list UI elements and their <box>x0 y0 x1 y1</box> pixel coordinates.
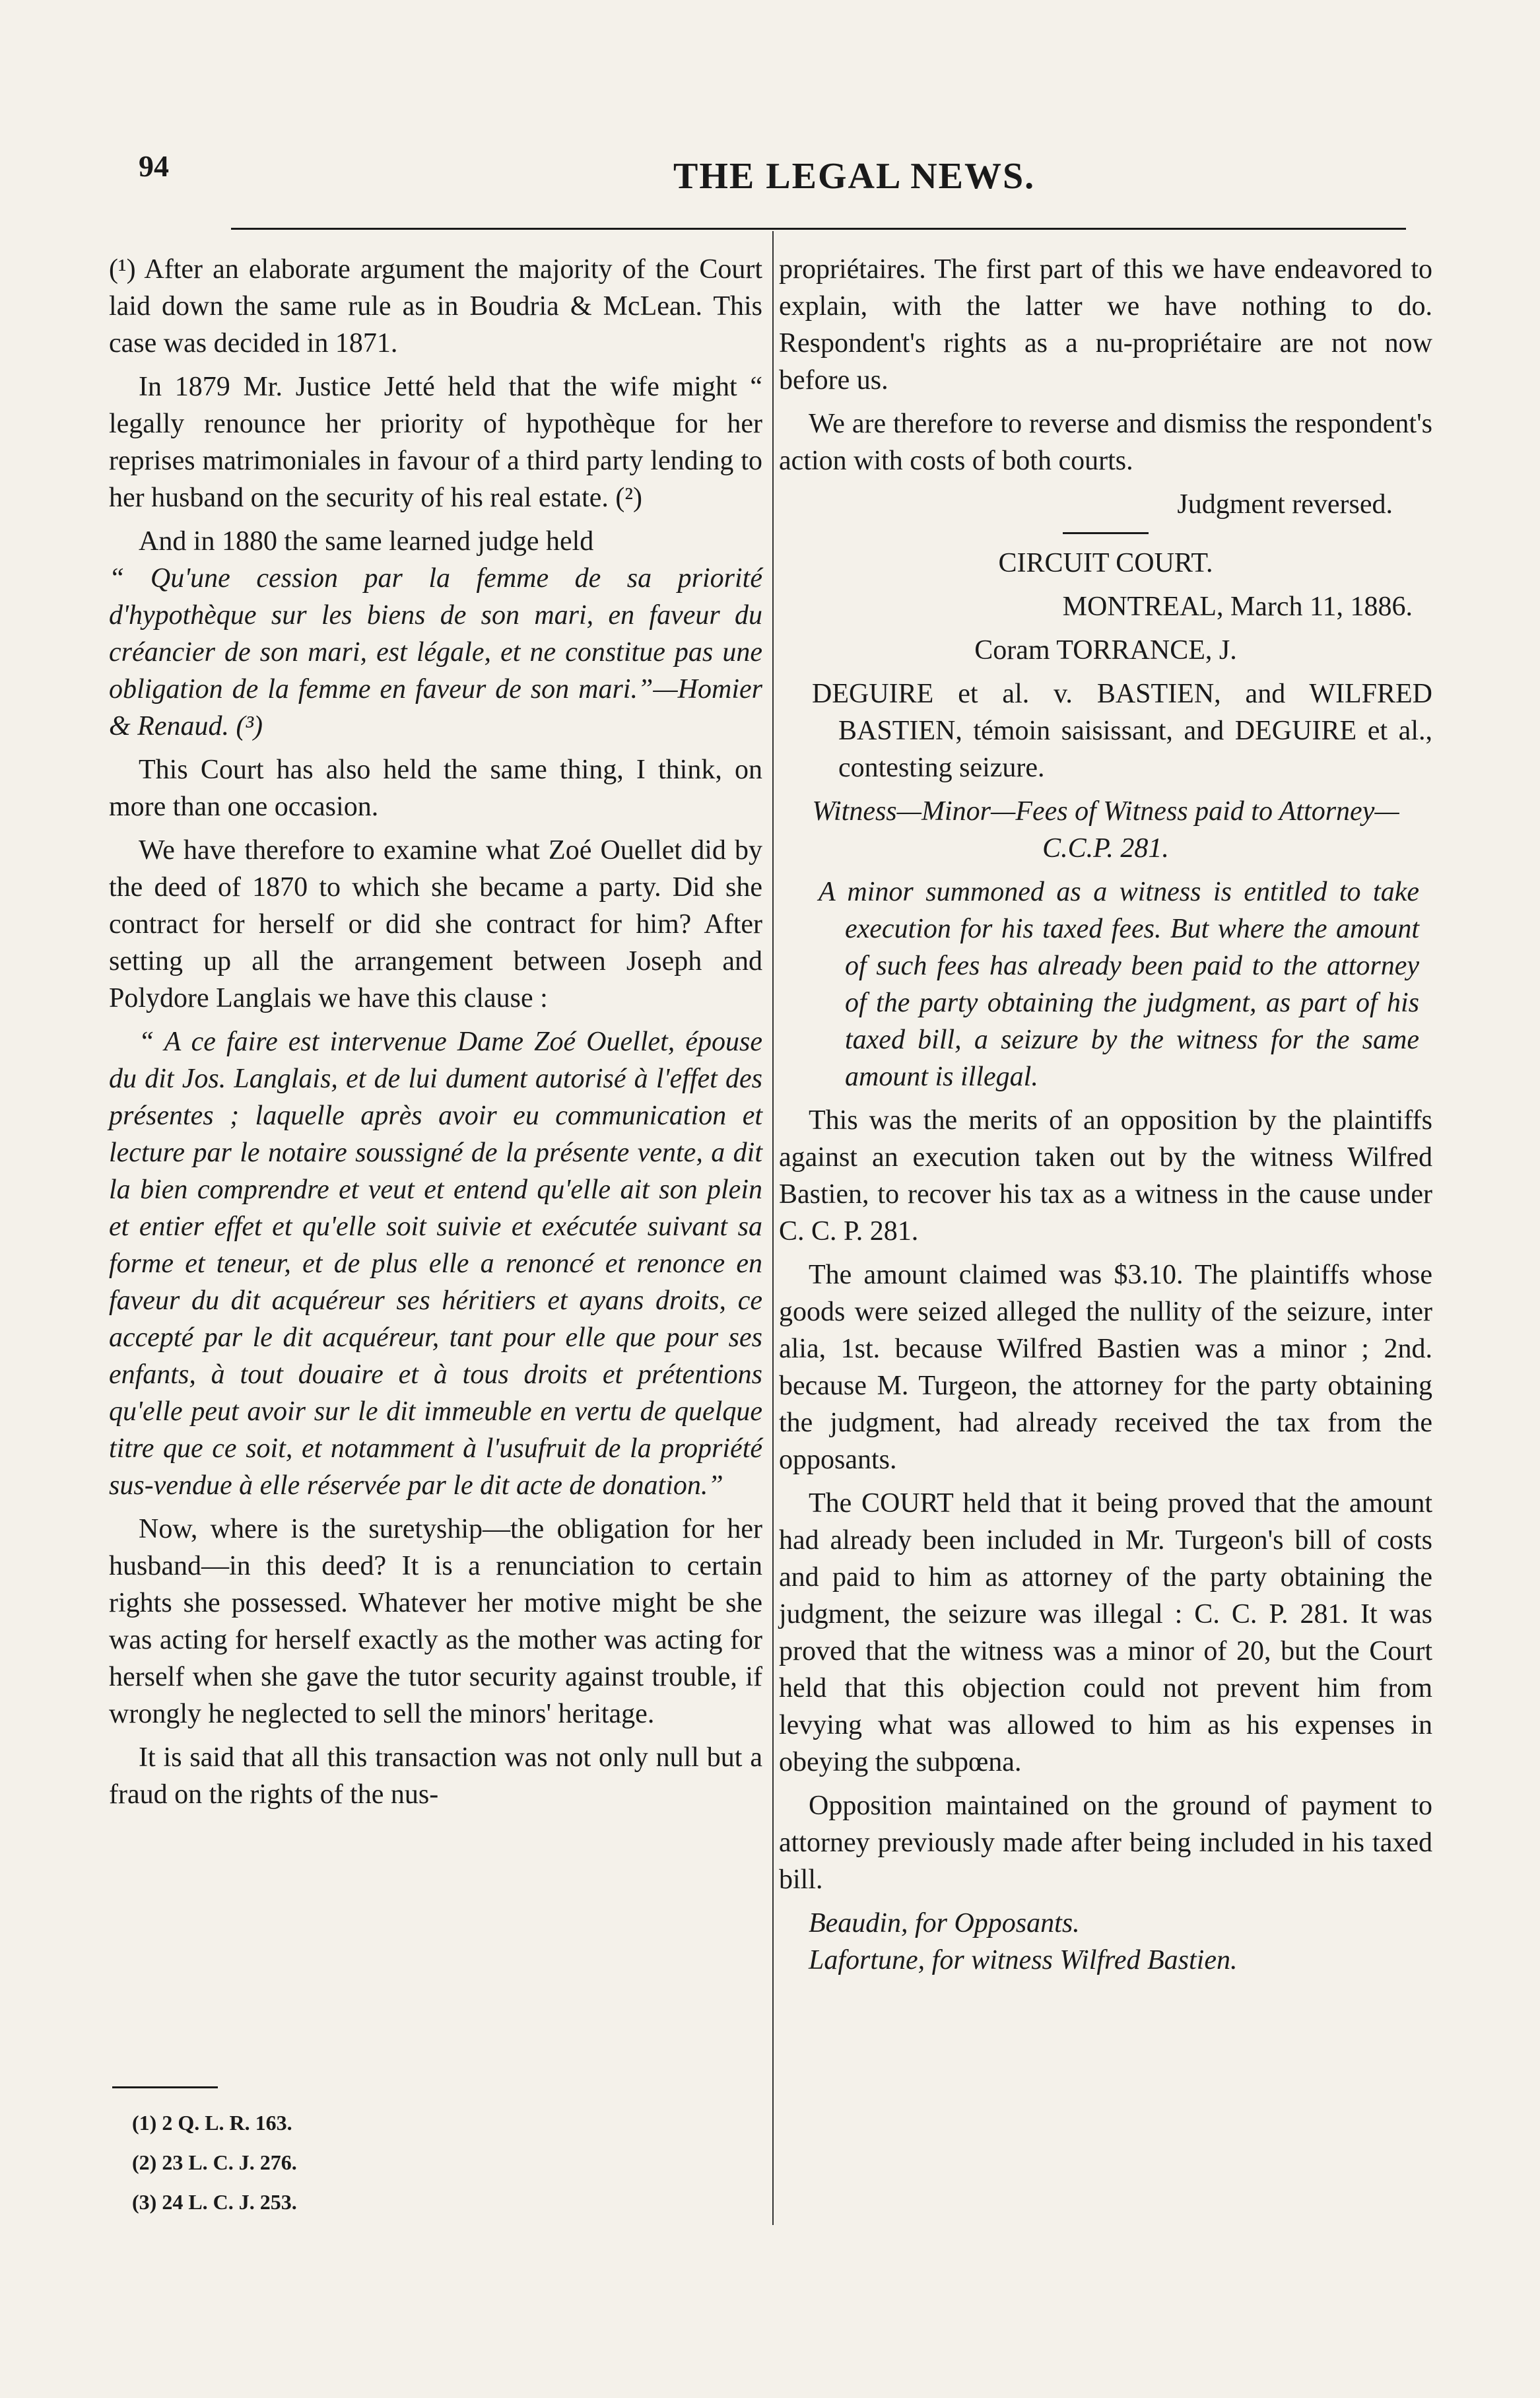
paragraph: (¹) After an elaborate argument the majority of the Court laid down the same rule as in Boudria & McLean. This case was decided in 1871. <box>109 254 762 359</box>
paragraph: This Court has also held the same thing, I think, on more than one occasion. <box>109 755 762 822</box>
judgment-line: Judgment reversed. <box>1177 489 1393 520</box>
court-title: CIRCUIT COURT. <box>998 548 1213 578</box>
column-divider <box>772 231 774 2225</box>
headnote: A minor summoned as a witness is entitled to take execution for his taxed fees. But where the amount of such fees has already been paid to the attorney of the party obtaining the judgment, as part of his taxed bill, a seizure by the witness for the same amount is illegal. <box>819 877 1419 1092</box>
paragraph: We are therefore to reverse and dismiss the respondent's action with costs of both courts. <box>779 409 1432 476</box>
right-column <box>779 251 1432 1985</box>
case-parties: DEGUIRE et al. v. BASTIEN, and WILFRED BASTIEN, témoin saisissant, and DEGUIRE et al., contesting seizure. <box>812 679 1432 783</box>
paragraph: Now, where is the suretyship—the obligation for her husband—in this deed? It is a renunciation to certain rights she possessed. Whatever her motive might be she was acting for herself exactly as the mother was acting for herself when she gave the tutor security against trouble, if wrongly he neglected to sell the minors' heritage. <box>109 1514 762 1729</box>
footnotes <box>132 2103 297 2222</box>
footnote: (3) 24 L. C. J. 253. <box>132 2190 297 2214</box>
footnote-rule <box>112 2086 218 2088</box>
journal-title: THE LEGAL NEWS. <box>673 156 1036 197</box>
coram-line: Coram TORRANCE, J. <box>974 635 1237 666</box>
paragraph: Opposition maintained on the ground of payment to attorney previously made after being included in his taxed bill. <box>779 1791 1432 1895</box>
place-date: MONTREAL, March 11, 1886. <box>1062 592 1413 622</box>
page-header <box>132 135 1406 208</box>
left-column <box>109 251 762 1820</box>
footnote: (1) 2 Q. L. R. 163. <box>132 2111 292 2135</box>
counsel-line: Beaudin, for Opposants. <box>809 1908 1080 1938</box>
paragraph: propriétaires. The first part of this we have endeavored to explain, with the latter we have nothing to do. Respondent's rights as a nu-propriétaire are not now before us. <box>779 254 1432 395</box>
paragraph: The amount claimed was $3.10. The plaintiffs whose goods were seized alleged the nullity of the seizure, inter alia, 1st. because Wilfred Bastien was a minor ; 2nd. because M. Turgeon, the attorney for the party obtaining the judgment, had already received the tax from the opposants. <box>779 1260 1432 1475</box>
paragraph: This was the merits of an opposition by the plaintiffs against an execution taken out by the witness Wilfred Bastien, to recover his tax as a witness in the cause under C. C. P. 281. <box>779 1105 1432 1247</box>
quoted-clause: “ A ce faire est intervenue Dame Zoé Ouellet, épouse du dit Jos. Langlais, et de lui dument autorisé à l'effet des présentes ; laquelle après avoir eu communication et lecture par le notaire soussigné de la présente vente, a dit la bien comprendre et veut et entend qu'elle ait son plein et entier effet et qu'elle soit suivie et exécutée suivant sa forme et teneur, et de plus elle a renoncé et renonce en faveur du dit acquéreur ses héritiers et ayans droits, ce accepté par le dit acquéreur, tant pour elle que pour ses enfants, à tout douaire et à tous droits et prétentions qu'elle peut avoir sur le dit immeuble en vertu de quelque titre que ce soit, et notamment à l'usufruit de la propriété sus-vendue à elle réservée par le dit acte de donation.” <box>109 1027 762 1501</box>
paragraph: And in 1880 the same learned judge held <box>139 526 594 557</box>
footnote: (2) 23 L. C. J. 276. <box>132 2150 297 2174</box>
case-subject: Witness—Minor—Fees of Witness paid to Attorney—C.C.P. 281. <box>812 796 1399 864</box>
header-rule <box>231 228 1406 230</box>
counsel-line: Lafortune, for witness Wilfred Bastien. <box>809 1945 1238 1975</box>
paragraph: The COURT held that it being proved that the amount had already been included in Mr. Turgeon's bill of costs and paid to him as attorney of the party obtaining the judgment, the seizure was illegal : C. C. P. 281. It was proved that the witness was a minor of 20, but the Court held that this objection could not prevent him from levying what was allowed to him as his expenses in obeying the subpœna. <box>779 1488 1432 1777</box>
paragraph: In 1879 Mr. Justice Jetté held that the wife might “ legally renounce her priority of hypothèque for her reprises matrimoniales in favour of a third party lending to her husband on the security of his real estate. (²) <box>109 372 762 513</box>
paragraph: It is said that all this transaction was not only null but a fraud on the rights of the nus- <box>109 1742 762 1810</box>
quoted-passage: “ Qu'une cession par la femme de sa priorité d'hypothèque sur les biens de son mari, en faveur du créancier de son mari, est légale, et ne constitue pas une obligation de la femme en faveur de son mari.”—Homier & Renaud. (³) <box>109 563 762 741</box>
page-number: 94 <box>139 149 169 183</box>
section-rule <box>1063 532 1149 534</box>
paragraph: We have therefore to examine what Zoé Ouellet did by the deed of 1870 to which she became a party. Did she contract for herself or did she contract for him? After setting up all the arrangement between Joseph and Polydore Langlais we have this clause : <box>109 835 762 1013</box>
